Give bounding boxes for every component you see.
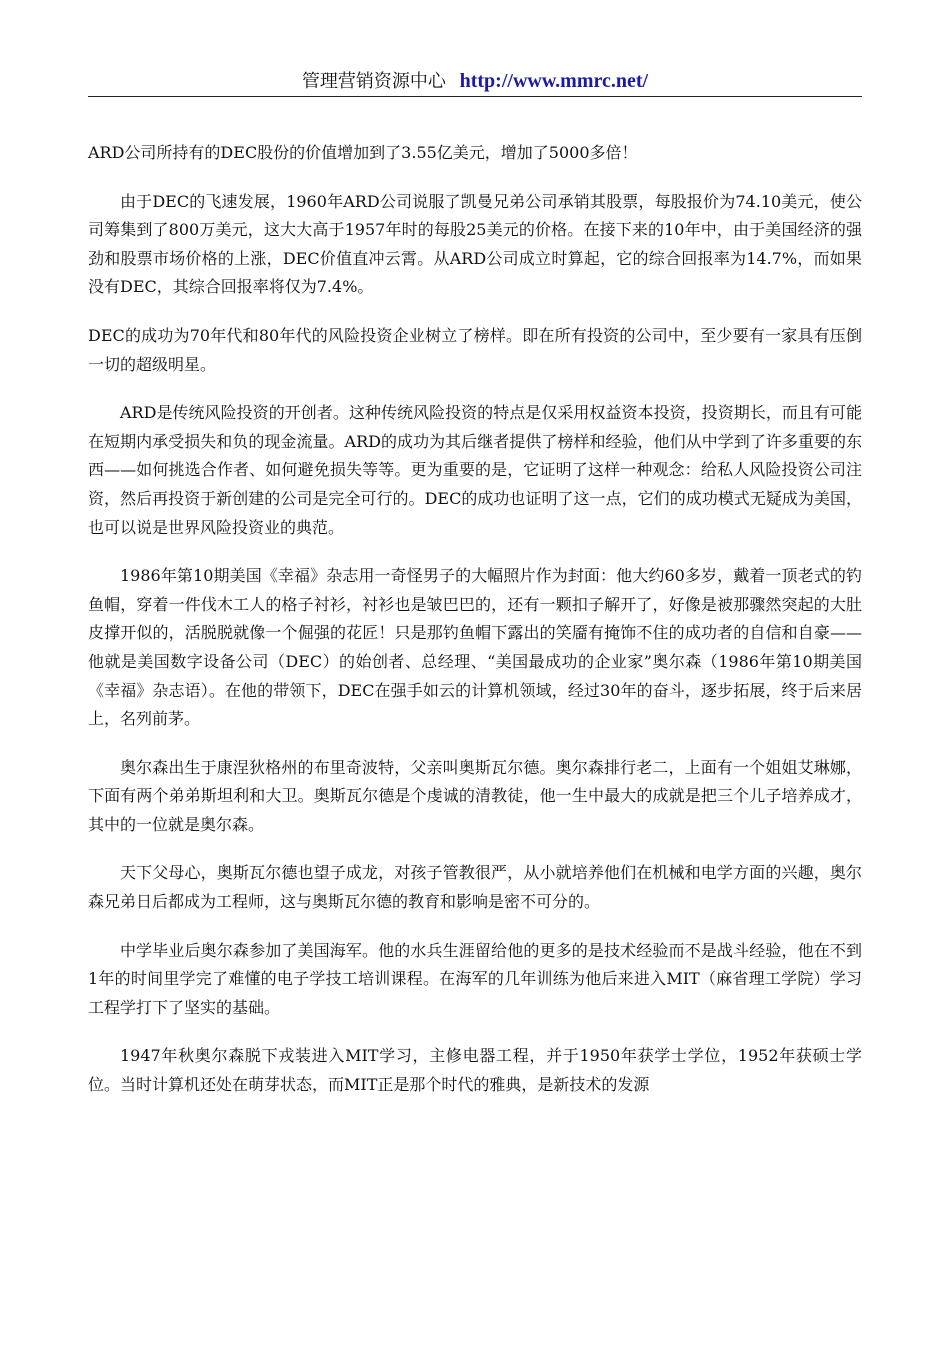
paragraph-7: 天下父母心，奥斯瓦尔德也望子成龙，对孩子管教很严，从小就培养他们在机械和电学方面的兴趣，奥尔森兄弟日后都成为工程师，这与奥斯瓦尔德的教育和影响是密不可分的。 [88, 863, 862, 912]
paragraph-4: ARD是传统风险投资的开创者。这种传统风险投资的特点是仅采用权益资本投资，投资期长，而且有可能在短期内承受损失和负的现金流量。ARD的成功为其后继者提供了榜样和经验，他们从中学到了许多重要的东西——如何挑选合作者、如何避免损失等等。更为重要的是，它证明了这样一种观念：给私人风险投资公司注资，然后再投资于新创建的公司是完全可行的。DEC的成功也证明了这一点，它们的成功模式无疑成为美国，也可以说是世界风险投资业的典范。 [88, 403, 862, 537]
document-body [88, 139, 862, 1120]
paragraph-1: ARD公司所持有的DEC股份的价值增加到了3.55亿美元，增加了5000多倍！ [88, 143, 638, 162]
paragraph-9: 1947年秋奥尔森脱下戎装进入MIT学习，主修电器工程，并于1950年获学士学位，1952年获硕士学位。当时计算机还处在萌芽状态，而MIT正是那个时代的雅典，是新技术的发源 [88, 1046, 862, 1095]
site-name: 管理营销资源中心 [301, 71, 446, 92]
paragraph-2: 由于DEC的飞速发展，1960年ARD公司说服了凯曼兄弟公司承销其股票，每股报价为74.10美元，使公司筹集到了800万美元，这大大高于1957年时的每股25美元的价格。在接下来的10年中，由于美国经济的强劲和股票市场价格的上涨，DEC价值直冲云霄。从ARD公司成立时算起，它的综合回报率为14.7%，而如果没有DEC，其综合回报率将仅为7.4%。 [88, 191, 862, 297]
page-header [88, 66, 862, 96]
paragraph-5: 1986年第10期美国《幸福》杂志用一奇怪男子的大幅照片作为封面：他大约60多岁，戴着一顶老式的钓鱼帽，穿着一件伐木工人的格子衬衫，衬衫也是皱巴巴的，还有一颗扣子解开了，好像是被那骤然突起的大肚皮撑开似的，活脱脱就像一个倔强的花匠！只是那钓鱼帽下露出的笑靥有掩饰不住的成功者的自信和自豪——他就是美国数字设备公司（DEC）的始创者、总经理、“美国最成功的企业家”奥尔森（1986年第10期美国《幸福》杂志语）。在他的带领下，DEC在强手如云的计算机领域，经过30年的奋斗，逐步拓展，终于后来居上，名列前茅。 [88, 566, 862, 729]
header-divider [88, 96, 862, 97]
paragraph-8: 中学毕业后奥尔森参加了美国海军。他的水兵生涯留给他的更多的是技术经验而不是战斗经验，他在不到1年的时间里学完了难懂的电子学技工培训课程。在海军的几年训练为他后来进入MIT（麻省理工学院）学习工程学打下了坚实的基础。 [88, 940, 862, 1017]
paragraph-3: DEC的成功为70年代和80年代的风险投资企业树立了榜样。即在所有投资的公司中，至少要有一家具有压倒一切的超级明星。 [88, 325, 862, 374]
site-url-link[interactable]: http://www.mmrc.net/ [459, 70, 649, 92]
paragraph-6: 奥尔森出生于康涅狄格州的布里奇波特，父亲叫奥斯瓦尔德。奥尔森排行老二，上面有一个姐姐艾琳娜，下面有两个弟弟斯坦利和大卫。奥斯瓦尔德是个虔诚的清教徒，他一生中最大的成就是把三个儿子培养成才，其中的一位就是奥尔森。 [88, 757, 862, 834]
